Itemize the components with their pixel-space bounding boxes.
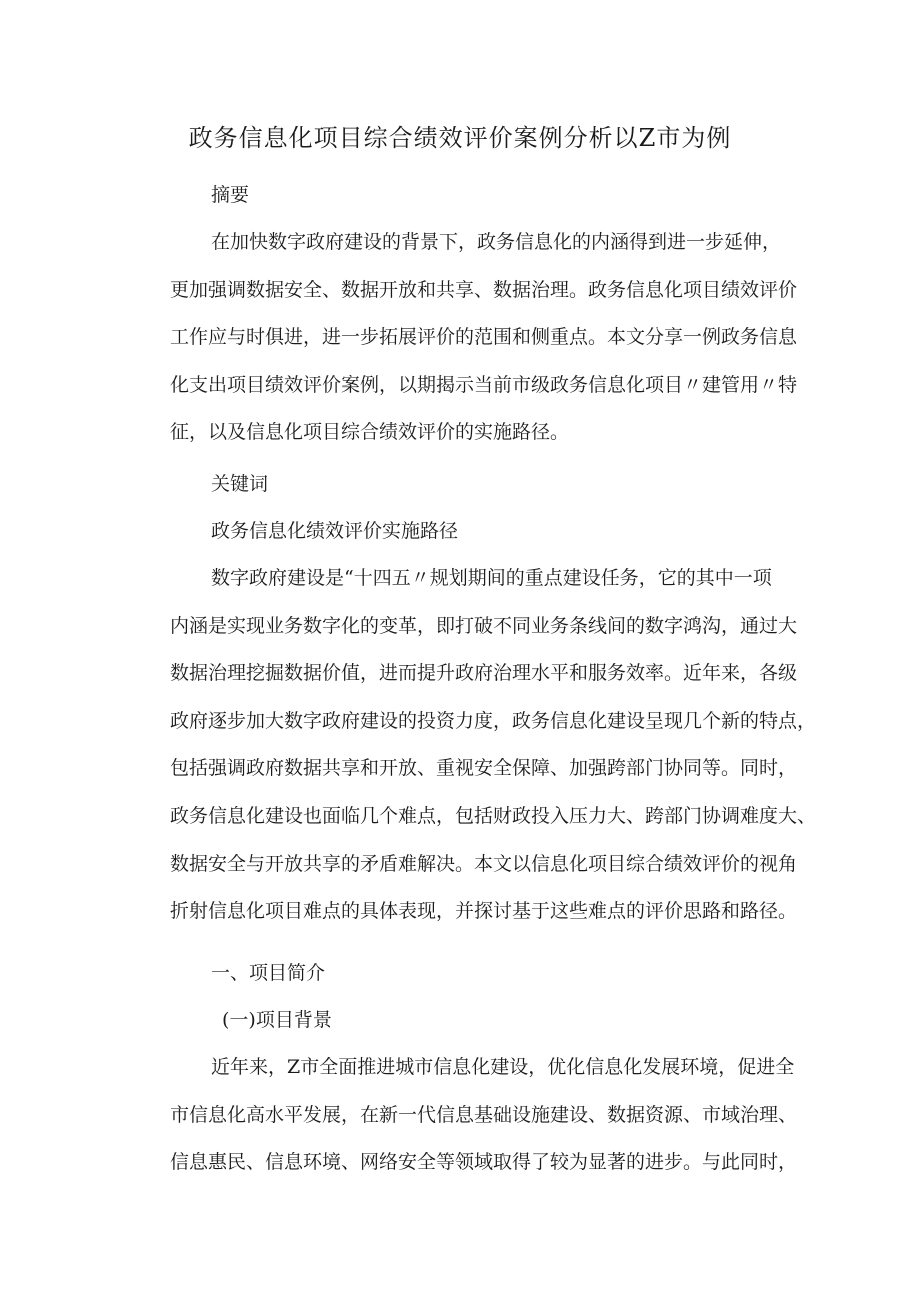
abstract-line: 更加强调数据安全、数据开放和共享、数据治理。政务信息化项目绩效评价 xyxy=(170,278,798,301)
abstract-line: 在加快数字政府建设的背景下，政务信息化的内涵得到进一步延伸， xyxy=(211,231,782,253)
keywords-text: 政务信息化绩效评价实施路径 xyxy=(211,520,459,542)
subsection-heading: (一)项目背景 xyxy=(222,1009,332,1031)
document-title: 政务信息化项目综合绩效评价案例分析以Z市为例 xyxy=(188,124,732,152)
background-paragraph xyxy=(170,1044,830,1187)
abstract-line: 工作应与时俱进，进一步拓展评价的范围和侧重点。本文分享一例政务信息 xyxy=(170,326,798,349)
intro-line: 包括强调政府数据共享和开放、重视安全保障、加强跨部门协同等。同时， xyxy=(170,757,798,780)
intro-paragraph xyxy=(170,555,830,936)
background-line: 近年来，Z市全面推进城市信息化建设，优化信息化发展环境，促进全 xyxy=(211,1056,795,1078)
abstract-paragraph xyxy=(170,219,830,457)
intro-line: 数据治理挖掘数据价值，进而提升政府治理水平和服务效率。近年来，各级 xyxy=(170,662,798,685)
intro-line: 数字政府建设是“十四五〃规划期间的重点建设任务，它的其中一项 xyxy=(211,567,772,589)
background-line: 市信息化高水平发展，在新一代信息基础设施建设、数据资源、市域治理、 xyxy=(170,1103,798,1126)
section-heading: 一、项目简介 xyxy=(211,962,326,984)
keywords-heading: 关键词 xyxy=(211,473,269,495)
intro-line: 内涵是实现业务数字化的变革，即打破不同业务条线间的数字鸿沟，通过大 xyxy=(170,614,798,637)
intro-line: 折射信息化项目难点的具体表现，并探讨基于这些难点的评价思路和路径。 xyxy=(170,900,798,923)
abstract-line: 化支出项目绩效评价案例，以期揭示当前市级政务信息化项目〃建管用〃特 xyxy=(170,373,798,396)
intro-line: 政府逐步加大数字政府建设的投资力度，政务信息化建设呈现几个新的特点， xyxy=(170,709,817,732)
abstract-line: 征，以及信息化项目综合绩效评价的实施路径。 xyxy=(170,421,570,444)
intro-line: 数据安全与开放共享的矛盾难解决。本文以信息化项目综合绩效评价的视角 xyxy=(170,852,798,875)
background-line: 信息惠民、信息环境、网络安全等领域取得了较为显著的进步。与此同时， xyxy=(170,1151,798,1174)
abstract-heading: 摘要 xyxy=(211,184,250,206)
intro-line: 政务信息化建设也面临几个难点，包括财政投入压力大、跨部门协调难度大、 xyxy=(170,804,817,827)
